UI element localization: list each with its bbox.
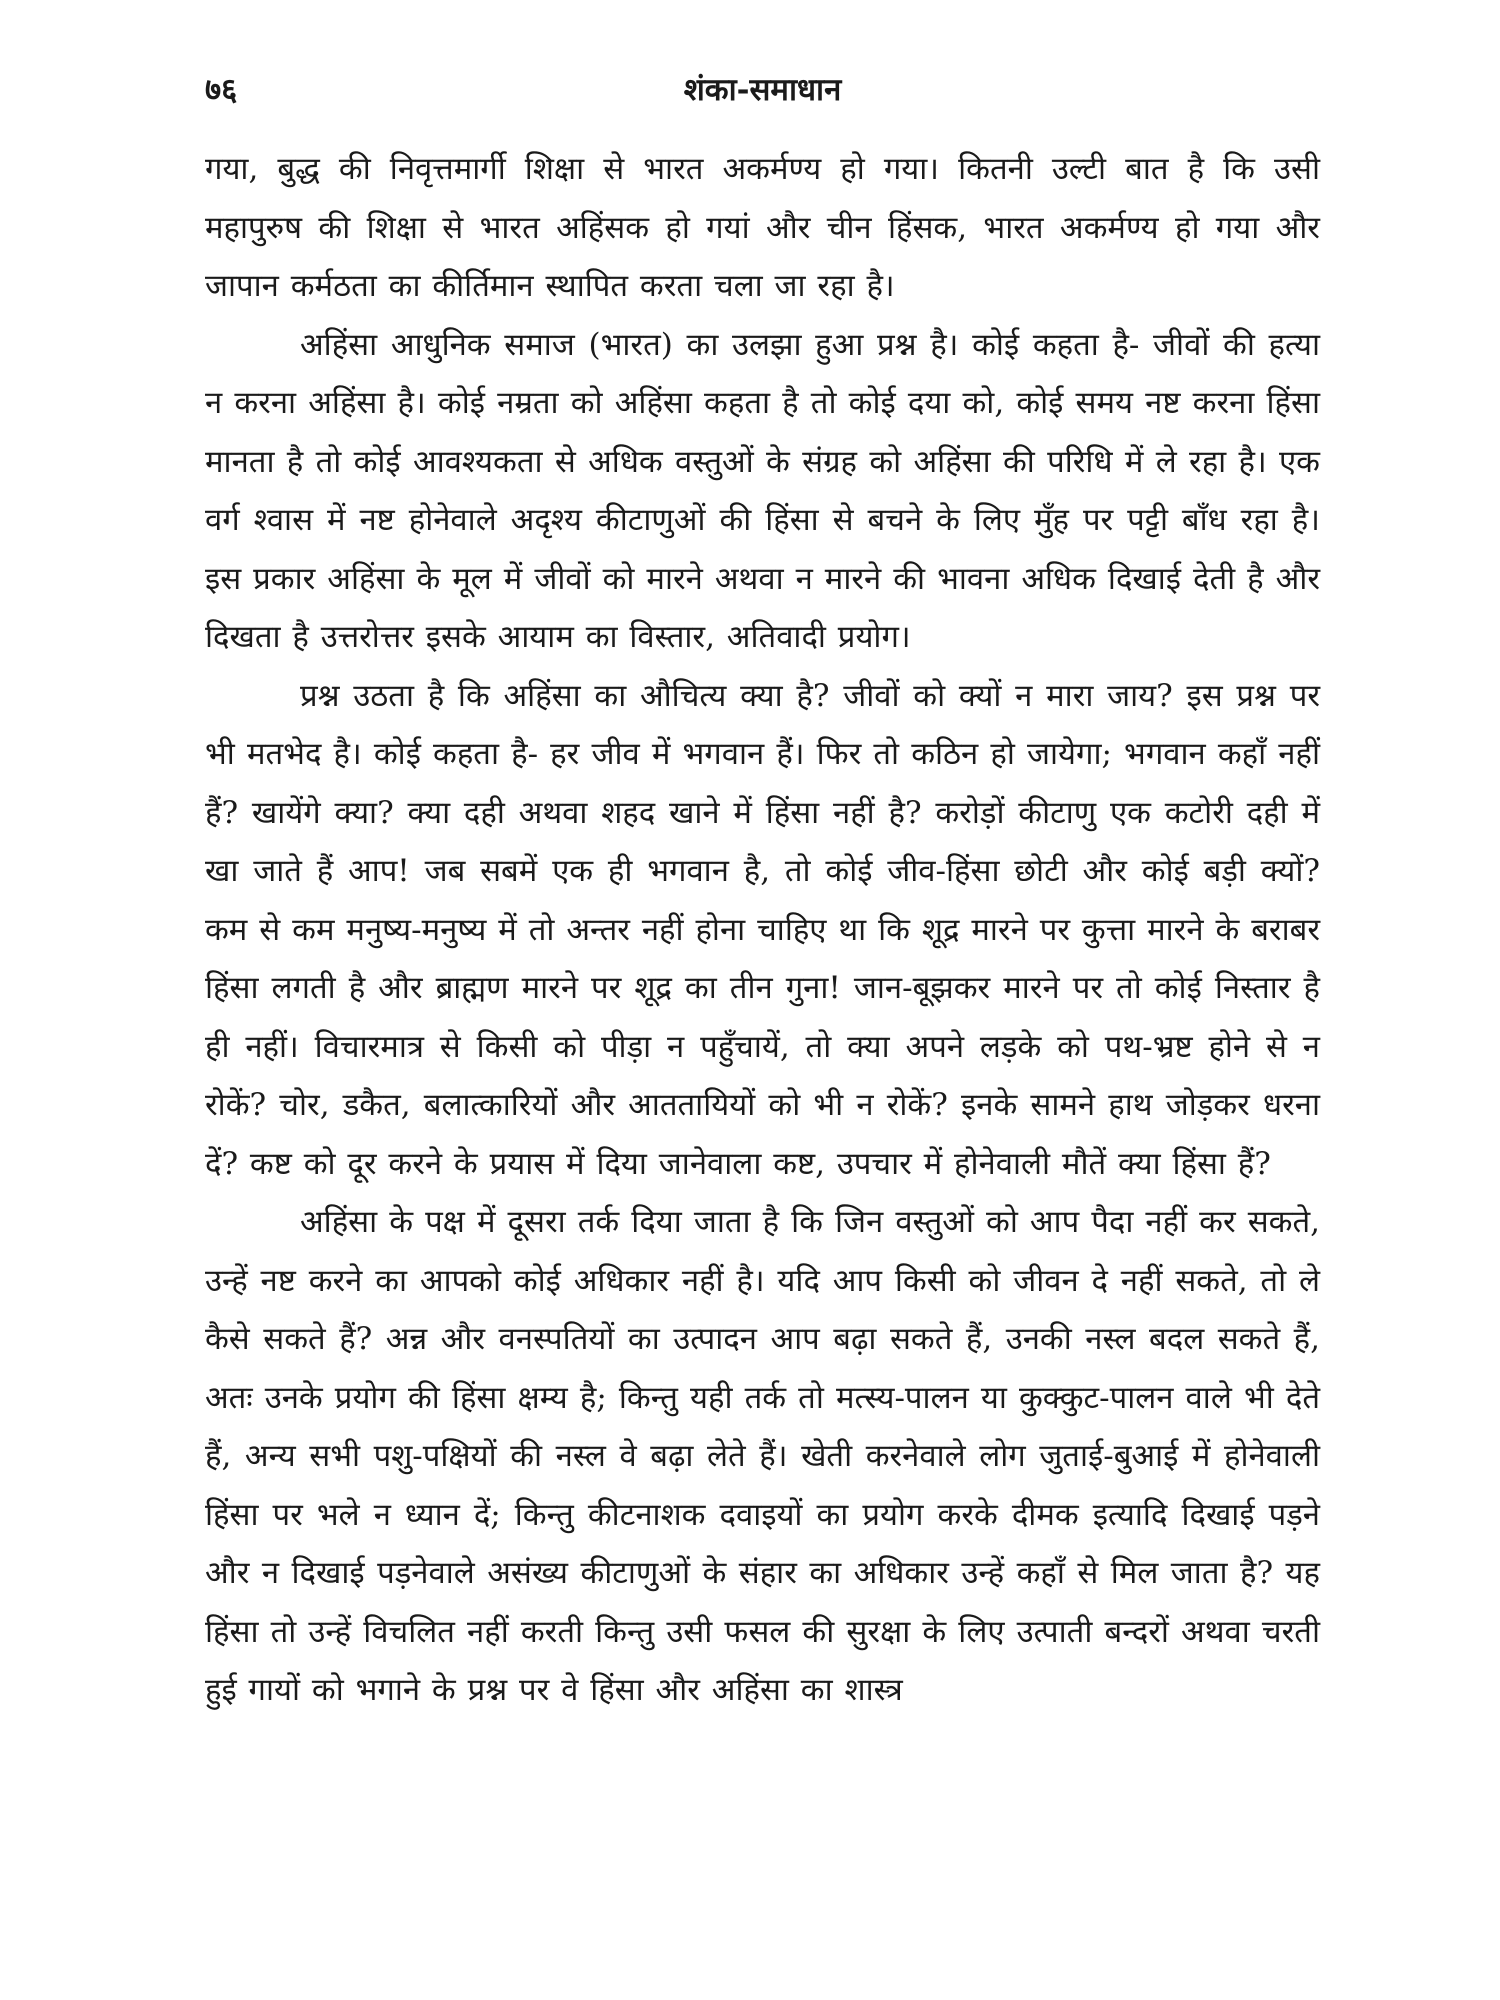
paragraph-ahimsa-question: अहिंसा आधुनिक समाज (भारत) का उलझा हुआ प्रश्न है। कोई कहता है- जीवों की हत्या न करना अहिंसा है। कोई नम्रता को अहिंसा कहता है तो कोई दया को, कोई समय नष्ट करना हिंसा मानता है तो कोई आवश्यकता से अधिक वस्तुओं के संग्रह को अहिंसा की परिधि में ले रहा है। एक वर्ग श्वास में नष्ट होनेवाले अदृश्य कीटाणुओं की हिंसा से बचने के लिए मुँह पर पट्टी बाँध रहा है। इस प्रकार अहिंसा के मूल में जीवों को मारने अथवा न मारने की भावना अधिक दिखाई देती है और दिखता है उत्तरोत्तर इसके आयाम का विस्तार, अतिवादी प्रयोग। [205,326,1320,655]
paragraph-second-argument: अहिंसा के पक्ष में दूसरा तर्क दिया जाता है कि जिन वस्तुओं को आप पैदा नहीं कर सकते, उन्हें नष्ट करने का आपको कोई अधिकार नहीं है। यदि आप किसी को जीवन दे नहीं सकते, तो ले कैसे सकते हैं? अन्न और वनस्पतियों का उत्पादन आप बढ़ा सकते हैं, उनकी नस्ल बदल सकते हैं, अतः उनके प्रयोग की हिंसा क्षम्य है; किन्तु यही तर्क तो मत्स्य-पालन या कुक्कुट-पालन वाले भी देते हैं, अन्य सभी पशु-पक्षियों की नस्ल वे बढ़ा लेते हैं। खेती करनेवाले लोग जुताई-बुआई में होनेवाली हिंसा पर भले न ध्यान दें; किन्तु कीटनाशक दवाइयों का प्रयोग करके दीमक इत्यादि दिखाई पड़ने और न दिखाई पड़नेवाले असंख्य कीटाणुओं के संहार का अधिकार उन्हें कहाँ से मिल जाता है? यह हिंसा तो उन्हें विचलित नहीं करती किन्तु उसी फसल की सुरक्षा के लिए उत्पाती बन्दरों अथवा चरती हुई गायों को भगाने के प्रश्न पर वे हिंसा और अहिंसा का शास्त्र [205,1204,1320,1708]
page-header [205,68,1320,118]
body-text [205,140,1320,1720]
paragraph-continuation: गया, बुद्ध की निवृत्तमार्गी शिक्षा से भारत अकर्मण्य हो गया। कितनी उल्टी बात है कि उसी महापुरुष की शिक्षा से भारत अहिंसक हो गयां और चीन हिंसक, भारत अकर्मण्य हो गया और जापान कर्मठता का कीर्तिमान स्थापित करता चला जा रहा है। [205,151,1320,304]
running-title: शंका-समाधान [683,72,842,108]
page-number: ७६ [205,72,238,108]
paragraph-justification: प्रश्न उठता है कि अहिंसा का औचित्य क्या है? जीवों को क्यों न मारा जाय? इस प्रश्न पर भी मतभेद है। कोई कहता है- हर जीव में भगवान हैं। फिर तो कठिन हो जायेगा; भगवान कहाँ नहीं हैं? खायेंगे क्या? क्या दही अथवा शहद खाने में हिंसा नहीं है? करोड़ों कीटाणु एक कटोरी दही में खा जाते हैं आप! जब सबमें एक ही भगवान है, तो कोई जीव-हिंसा छोटी और कोई बड़ी क्यों? कम से कम मनुष्य-मनुष्य में तो अन्तर नहीं होना चाहिए था कि शूद्र मारने पर कुत्ता मारने के बराबर हिंसा लगती है और ब्राह्मण मारने पर शूद्र का तीन गुना! जान-बूझकर मारने पर तो कोई निस्तार है ही नहीं। विचारमात्र से किसी को पीड़ा न पहुँचायें, तो क्या अपने लड़के को पथ-भ्रष्ट होने से न रोकें? चोर, डकैत, बलात्कारियों और आततायियों को भी न रोकें? इनके सामने हाथ जोड़कर धरना दें? कष्ट को दूर करने के प्रयास में दिया जानेवाला कष्ट, उपचार में होनेवाली मौतें क्या हिंसा हैं? [205,677,1320,1182]
